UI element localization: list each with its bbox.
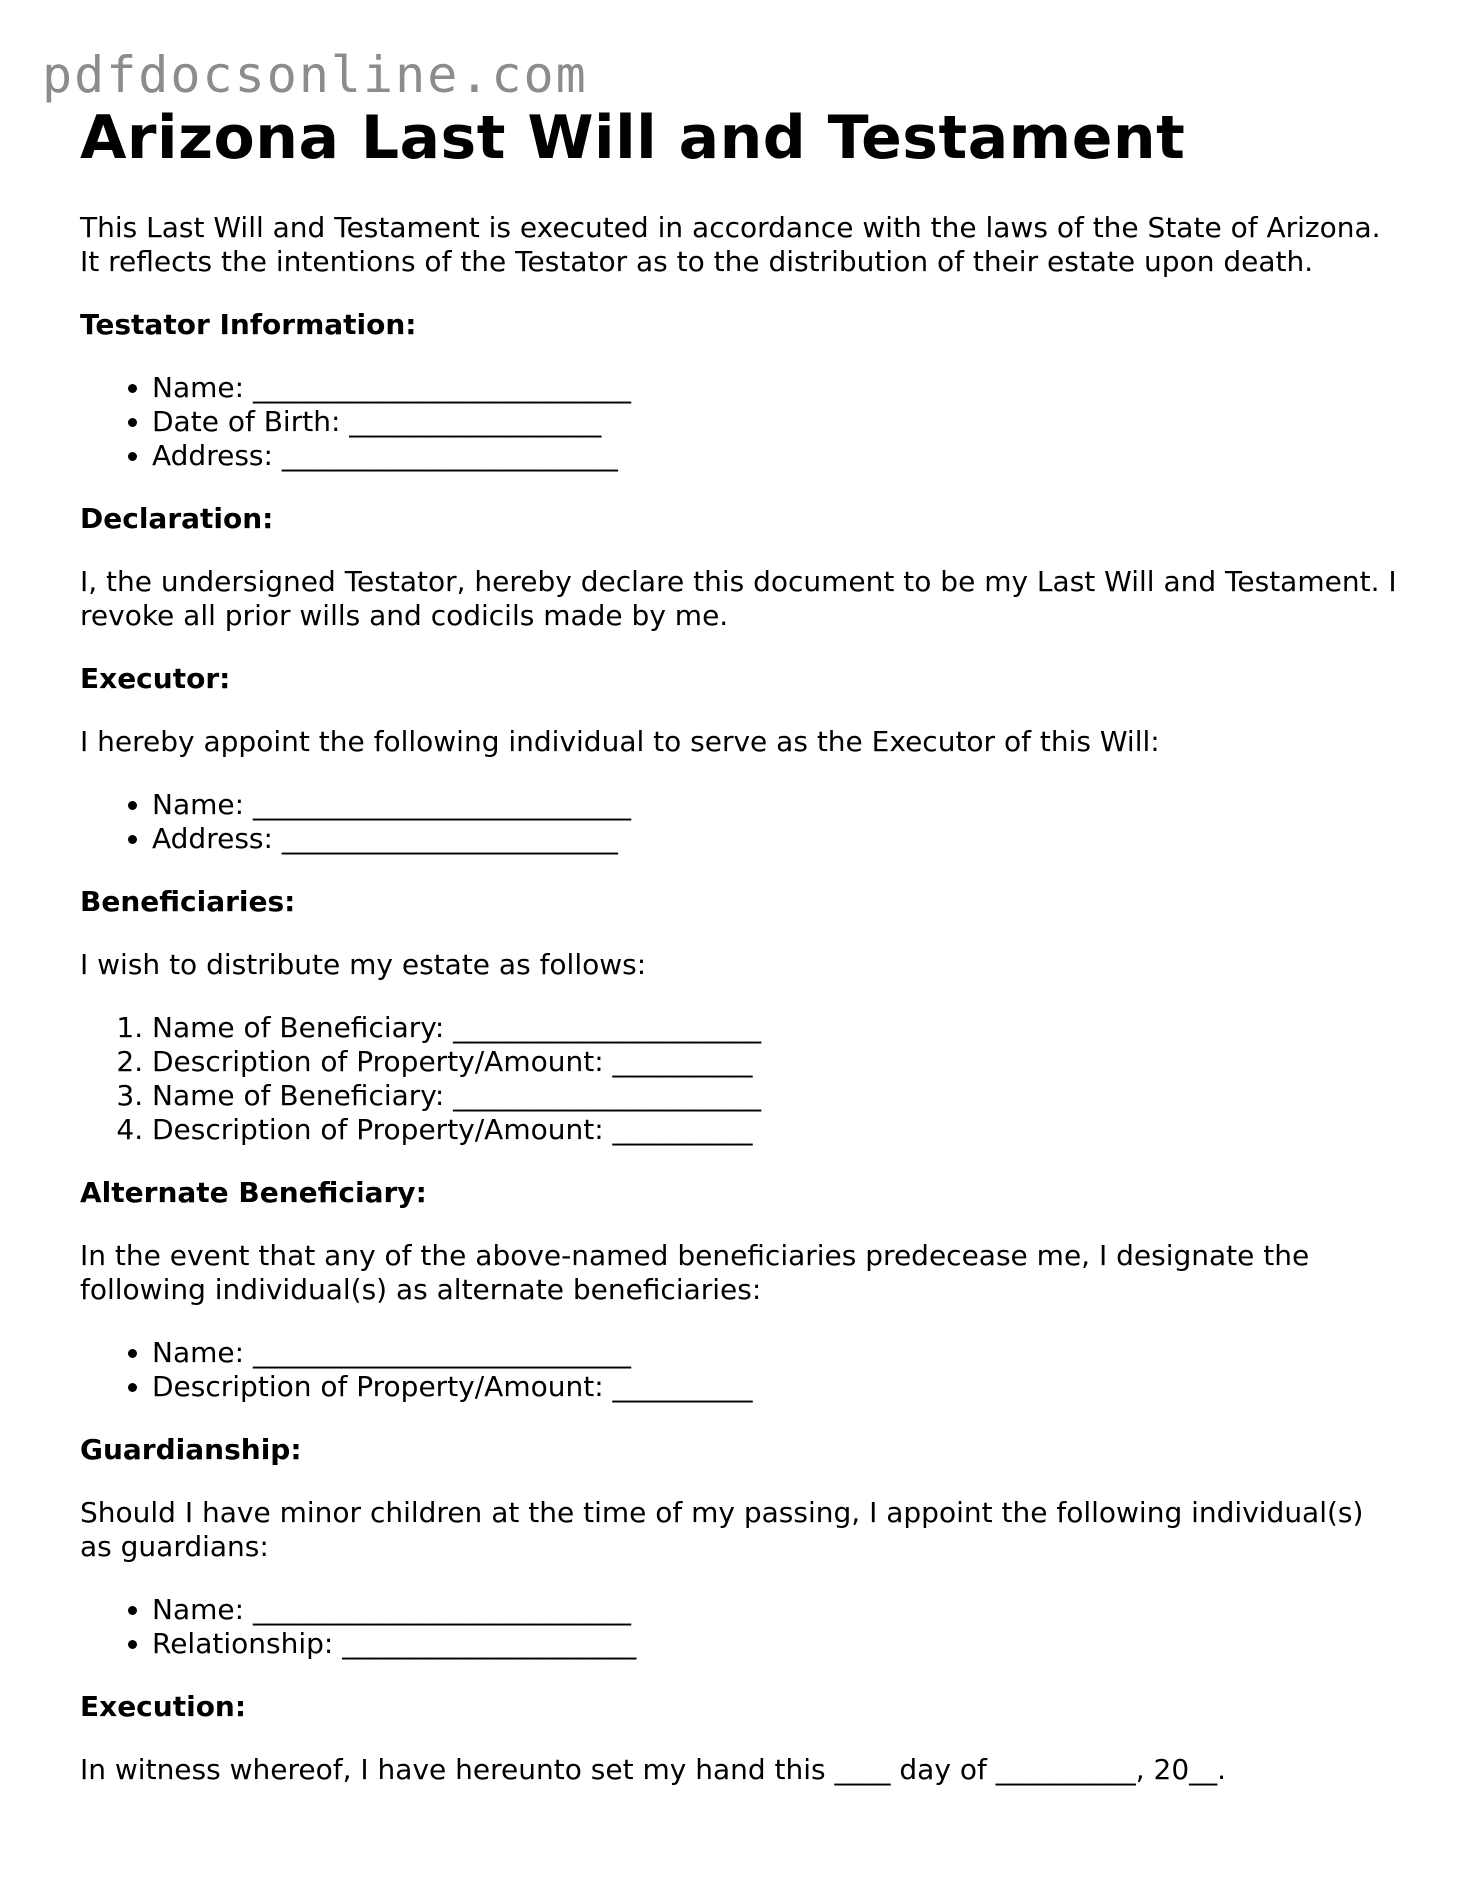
document-title: Arizona Last Will and Testament — [80, 103, 1186, 173]
testator-section — [80, 308, 1400, 473]
declaration-text: I, the undersigned Testator, hereby declare this document to be my Last Will and Testament. I revoke all prior wills and codicils made by me. — [80, 565, 1397, 632]
alternate-list — [80, 1336, 1400, 1404]
guardianship-heading: Guardianship: — [80, 1433, 302, 1466]
list-item: • Address: ________________________ — [152, 822, 1400, 856]
beneficiaries-text: I wish to distribute my estate as follows: — [80, 948, 647, 981]
list-item: 3. Name of Beneficiary: ______________________ — [152, 1079, 1400, 1113]
declaration-section — [80, 502, 1400, 633]
list-item: • Description of Property/Amount: __________ — [152, 1370, 1400, 1404]
list-item: 2. Description of Property/Amount: __________ — [152, 1045, 1400, 1079]
list-item: • Relationship: _____________________ — [152, 1627, 1400, 1661]
guardianship-section — [80, 1433, 1400, 1661]
alternate-section — [80, 1176, 1400, 1404]
testator-heading: Testator Information: — [80, 308, 417, 341]
executor-text: I hereby appoint the following individual to serve as the Executor of this Will: — [80, 725, 1160, 758]
document-page — [80, 102, 1400, 1787]
guardianship-list — [80, 1593, 1400, 1661]
alternate-text: In the event that any of the above-named beneficiaries predecease me, I designate the following individual(s) as alternate beneficiaries: — [80, 1239, 1310, 1306]
execution-text: In witness whereof, I have hereunto set my hand this ____ day of __________, 20__. — [80, 1753, 1227, 1786]
execution-heading: Execution: — [80, 1690, 247, 1723]
list-item: • Date of Birth: __________________ — [152, 405, 1400, 439]
execution-section — [80, 1690, 1400, 1787]
beneficiaries-heading: Beneficiaries: — [80, 885, 296, 918]
executor-list — [80, 788, 1400, 856]
executor-heading: Executor: — [80, 662, 231, 695]
beneficiaries-section — [80, 885, 1400, 1147]
watermark: pdfdocsonline.com — [42, 46, 588, 104]
list-item: • Name: ___________________________ — [152, 371, 1400, 405]
list-item: • Address: ________________________ — [152, 439, 1400, 473]
list-item: • Name: ___________________________ — [152, 1336, 1400, 1370]
list-item: 4. Description of Property/Amount: __________ — [152, 1113, 1400, 1147]
testator-list — [80, 371, 1400, 473]
beneficiaries-list — [80, 1011, 1400, 1147]
guardianship-text: Should I have minor children at the time of my passing, I appoint the following individual(s) as guardians: — [80, 1496, 1364, 1563]
alternate-heading: Alternate Beneficiary: — [80, 1176, 427, 1209]
list-item: 1. Name of Beneficiary: ______________________ — [152, 1011, 1400, 1045]
declaration-heading: Declaration: — [80, 502, 274, 535]
intro-paragraph: This Last Will and Testament is executed in accordance with the laws of the State of Arizona. It reflects the intentions of the Testator as to the distribution of their estate upon death. — [80, 211, 1381, 278]
executor-section — [80, 662, 1400, 856]
list-item: • Name: ___________________________ — [152, 1593, 1400, 1627]
list-item: • Name: ___________________________ — [152, 788, 1400, 822]
